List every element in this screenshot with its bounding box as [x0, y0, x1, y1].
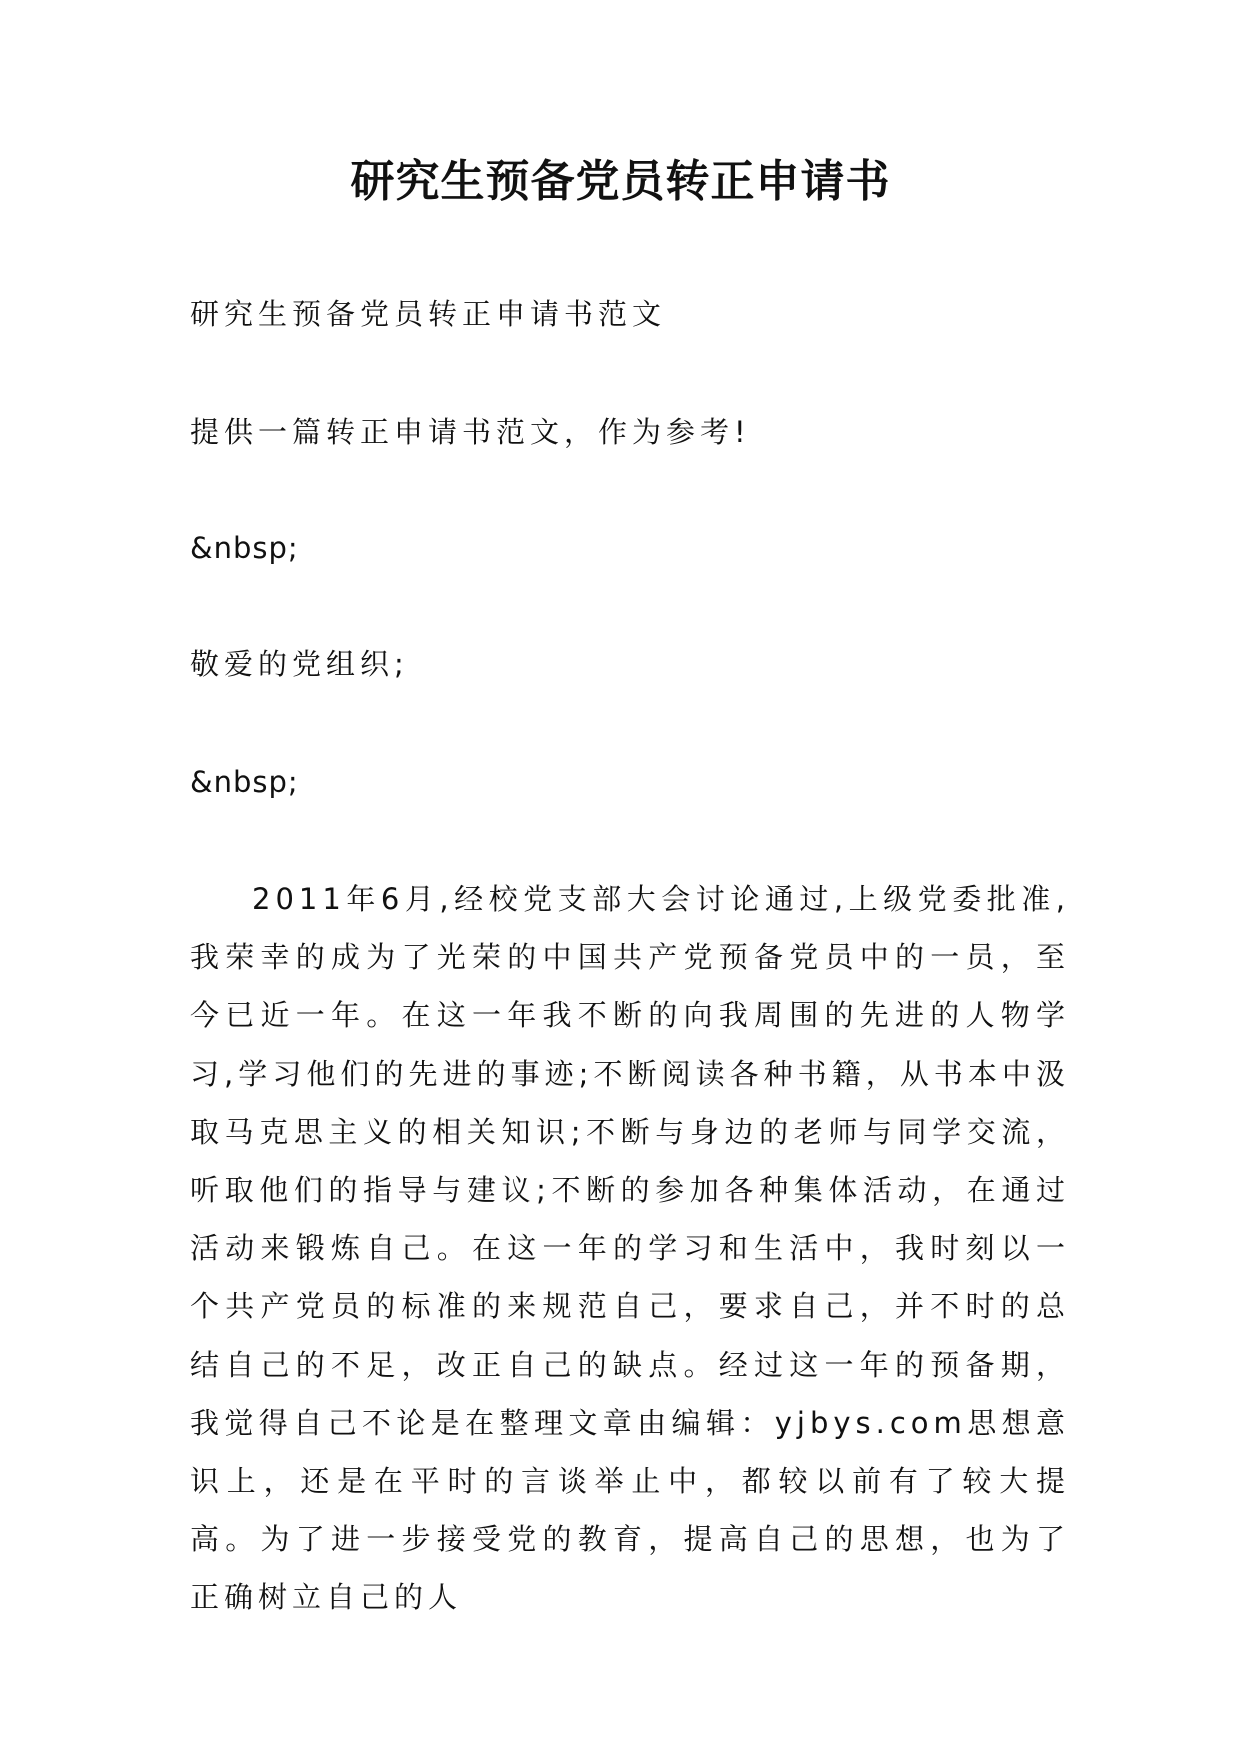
- document-title: 研究生预备党员转正申请书: [350, 156, 891, 207]
- salutation: 敬爱的党组织;: [190, 647, 409, 681]
- intro-line: 提供一篇转正申请书范文，作为参考!: [190, 415, 751, 449]
- body-paragraph: 2011年6月,经校党支部大会讨论通过,上级党委批准,我荣幸的成为了光荣的中国共产党预备党员中的一员，至今已近一年。在这一年我不断的向我周围的先进的人物学习,学习他们的先进的事迹;不断阅读各种书籍，从书本中汲取马克思主义的相关知识;不断与身边的老师与同学交流，听取他们的指导与建议;不断的参加各种集体活动，在通过活动来锻炼自己。在这一年的学习和生活中，我时刻以一个共产党员的标准的来规范自己，要求自己，并不时的总结自己的不足，改正自己的缺点。经过这一年的预备期，我觉得自己不论是在整理文章由编辑：yjbys.com思想意识上，还是在平时的言谈举止中，都较以前有了较大提高。为了进一步接受党的教育，提高自己的思想，也为了正确树立自己的人: [190, 882, 1070, 1615]
- nbsp-line: &nbsp;: [190, 765, 299, 799]
- document-subtitle: 研究生预备党员转正申请书范文: [190, 297, 667, 331]
- nbsp-line: &nbsp;: [190, 531, 299, 565]
